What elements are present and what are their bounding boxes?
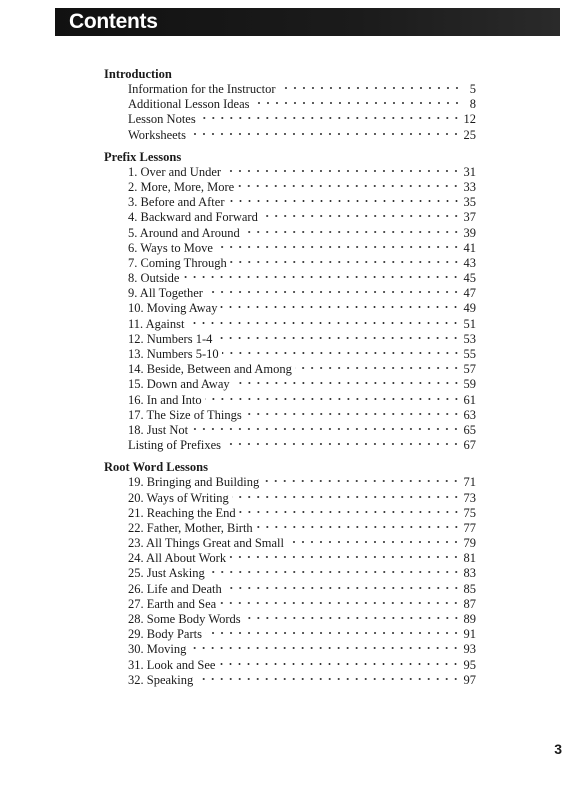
table-of-contents <box>104 67 476 688</box>
dot-leader <box>205 631 461 635</box>
toc-entry-page: 83 <box>463 566 476 581</box>
toc-entry-page: 12 <box>463 112 476 127</box>
toc-entry-title: 9. All Together <box>128 286 203 301</box>
toc-entry <box>128 475 476 490</box>
toc-entry <box>128 582 476 597</box>
dot-leader <box>295 366 461 370</box>
toc-entry <box>128 597 476 612</box>
toc-entry-title: 21. Reaching the End <box>128 505 236 520</box>
dot-leader <box>224 169 460 173</box>
toc-entry <box>128 226 476 241</box>
dot-leader <box>237 184 460 188</box>
toc-entry-title: 31. Look and See <box>128 657 216 672</box>
toc-entry-page: 65 <box>463 422 476 437</box>
toc-entry-title: 26. Life and Death <box>128 581 222 596</box>
dot-leader <box>220 305 460 309</box>
dot-leader <box>279 86 461 90</box>
toc-entry <box>128 642 476 657</box>
toc-entry <box>128 112 476 127</box>
toc-entry-page: 49 <box>463 301 476 316</box>
toc-entry-title: 13. Numbers 5-10 <box>128 347 219 361</box>
toc-entry <box>128 128 476 143</box>
toc-entry <box>128 536 476 551</box>
toc-entry <box>128 408 476 423</box>
toc-entry <box>128 82 476 97</box>
toc-entry-page: 77 <box>463 520 476 535</box>
toc-entry-page: 59 <box>463 377 476 392</box>
toc-entry-page: 57 <box>463 362 476 377</box>
dot-leader <box>229 555 460 559</box>
toc-entry-title: 11. Against <box>128 316 185 331</box>
toc-entry <box>128 301 476 316</box>
section-heading: Root Word Lessons <box>104 460 208 475</box>
toc-entry-title: 4. Backward and Forward <box>128 210 258 225</box>
toc-entry <box>128 377 476 392</box>
dot-leader <box>216 245 461 249</box>
toc-entry <box>128 317 476 332</box>
toc-entry-title: 10. Moving Away <box>128 301 218 316</box>
toc-entry-title: 6. Ways to Move <box>128 240 213 255</box>
toc-entry-page: 35 <box>463 195 476 210</box>
dot-leader <box>239 510 461 514</box>
section-heading: Prefix Lessons <box>104 149 182 164</box>
dot-leader <box>230 260 461 264</box>
toc-entry-title: 8. Outside <box>128 271 180 286</box>
toc-entry-page: 31 <box>463 164 476 179</box>
toc-entry-title: 14. Beside, Between and Among <box>128 362 292 377</box>
toc-entry-page: 91 <box>463 627 476 642</box>
toc-entry <box>128 271 476 286</box>
toc-entry-page: 73 <box>463 490 476 505</box>
toc-entry-title: 24. All About Work <box>128 551 227 566</box>
dot-leader <box>262 479 460 483</box>
dot-leader <box>232 495 461 499</box>
dot-leader <box>256 525 461 529</box>
dot-leader <box>287 540 460 544</box>
toc-entry <box>128 438 476 453</box>
dot-leader <box>233 381 461 385</box>
toc-entry <box>128 551 476 566</box>
dot-leader <box>224 442 460 446</box>
toc-entry-page: 55 <box>463 347 476 361</box>
dot-leader <box>215 336 460 340</box>
toc-entry-title: 19. Bringing and Building <box>128 475 260 490</box>
toc-entry-title: 3. Before and After <box>128 195 225 210</box>
toc-entry-page: 33 <box>463 179 476 194</box>
dot-leader <box>219 601 460 605</box>
toc-entry-title: Lesson Notes <box>128 112 196 127</box>
dot-leader <box>208 570 461 574</box>
toc-entry-page: 5 <box>469 82 476 96</box>
toc-entry-title: 2. More, More, More <box>128 179 235 194</box>
dot-leader <box>187 321 460 325</box>
toc-entry-title: 7. Coming Through <box>128 255 227 270</box>
toc-entry <box>128 612 476 627</box>
toc-entry-page: 41 <box>463 240 476 255</box>
dot-leader <box>225 586 461 590</box>
toc-entry <box>128 332 476 347</box>
toc-entry <box>128 241 476 256</box>
toc-entry-page: 89 <box>463 612 476 626</box>
toc-entry-page: 47 <box>463 286 476 301</box>
toc-entry <box>128 566 476 581</box>
dot-leader <box>196 677 460 681</box>
dot-leader <box>206 290 461 294</box>
toc-entry-page: 45 <box>463 271 476 286</box>
toc-entry-title: 16. In and Into <box>128 392 202 407</box>
dot-leader <box>228 199 461 203</box>
dot-leader <box>199 116 461 120</box>
toc-entry-title: 12. Numbers 1-4 <box>128 331 213 346</box>
toc-entry-title: Additional Lesson Ideas <box>128 97 250 112</box>
dot-leader <box>218 662 460 666</box>
toc-entry-page: 79 <box>463 536 476 551</box>
toc-entry-title: 18. Just Not <box>128 422 189 437</box>
toc-entry <box>128 658 476 673</box>
dot-leader <box>182 275 460 279</box>
toc-entry-title: 30. Moving <box>128 642 187 657</box>
dot-leader <box>261 214 461 218</box>
dot-leader <box>253 101 461 105</box>
toc-entry <box>128 180 476 195</box>
toc-entry <box>128 195 476 210</box>
toc-entry-page: 61 <box>463 392 476 407</box>
page-number: 3 <box>554 741 562 757</box>
page-title: Contents <box>69 10 158 33</box>
toc-entry-title: Worksheets <box>128 127 187 142</box>
toc-entry <box>128 673 476 688</box>
contents-header-bar <box>55 8 560 36</box>
section-heading: Introduction <box>104 67 172 81</box>
toc-entry-page: 95 <box>463 657 476 672</box>
toc-entry-page: 25 <box>463 127 476 142</box>
toc-entry <box>128 210 476 225</box>
toc-entry-page: 63 <box>463 407 476 422</box>
dot-leader <box>245 412 461 416</box>
toc-entry-title: 23. All Things Great and Small <box>128 536 285 551</box>
dot-leader <box>205 397 461 401</box>
toc-entry-page: 43 <box>463 255 476 270</box>
toc-entry-page: 39 <box>463 225 476 240</box>
toc-entry <box>128 362 476 377</box>
toc-entry-page: 67 <box>463 438 476 453</box>
toc-entry-page: 8 <box>469 97 476 112</box>
toc-entry <box>128 423 476 438</box>
toc-entry-title: Listing of Prefixes <box>128 438 222 453</box>
toc-entry <box>128 165 476 180</box>
toc-entry-page: 85 <box>463 581 476 596</box>
dot-leader <box>243 230 461 234</box>
toc-entry-page: 81 <box>463 551 476 566</box>
dot-leader <box>189 132 460 136</box>
dot-leader <box>244 616 461 620</box>
toc-entry <box>128 347 476 362</box>
toc-entry-page: 97 <box>463 672 476 687</box>
toc-entry-title: 1. Over and Under <box>128 164 222 179</box>
dot-leader <box>222 351 461 355</box>
toc-entry-title: Information for the Instructor <box>128 82 276 96</box>
toc-entry-page: 53 <box>463 331 476 346</box>
toc-entry-title: 5. Around and Around <box>128 225 240 240</box>
dot-leader <box>191 427 460 431</box>
toc-entry <box>128 286 476 301</box>
toc-entry <box>128 491 476 506</box>
toc-entry-title: 28. Some Body Words <box>128 612 241 626</box>
toc-entry-page: 71 <box>463 475 476 490</box>
toc-entry-title: 15. Down and Away <box>128 377 230 392</box>
toc-entry-title: 29. Body Parts <box>128 627 202 642</box>
toc-entry <box>128 393 476 408</box>
toc-entry-page: 93 <box>463 642 476 657</box>
toc-entry-title: 22. Father, Mother, Birth <box>128 520 253 535</box>
toc-entry-title: 32. Speaking <box>128 672 194 687</box>
toc-entry-page: 87 <box>463 596 476 611</box>
toc-entry <box>128 256 476 271</box>
toc-entry <box>128 521 476 536</box>
toc-entry-title: 27. Earth and Sea <box>128 596 217 611</box>
toc-entry-title: 25. Just Asking <box>128 566 205 581</box>
toc-entry-title: 17. The Size of Things <box>128 407 242 422</box>
toc-entry <box>128 627 476 642</box>
toc-entry-page: 51 <box>463 316 476 331</box>
dot-leader <box>189 646 460 650</box>
toc-entry-page: 75 <box>463 505 476 520</box>
toc-entry-page: 37 <box>463 210 476 225</box>
toc-entry <box>128 97 476 112</box>
toc-entry-title: 20. Ways of Writing <box>128 490 229 505</box>
toc-entry <box>128 506 476 521</box>
